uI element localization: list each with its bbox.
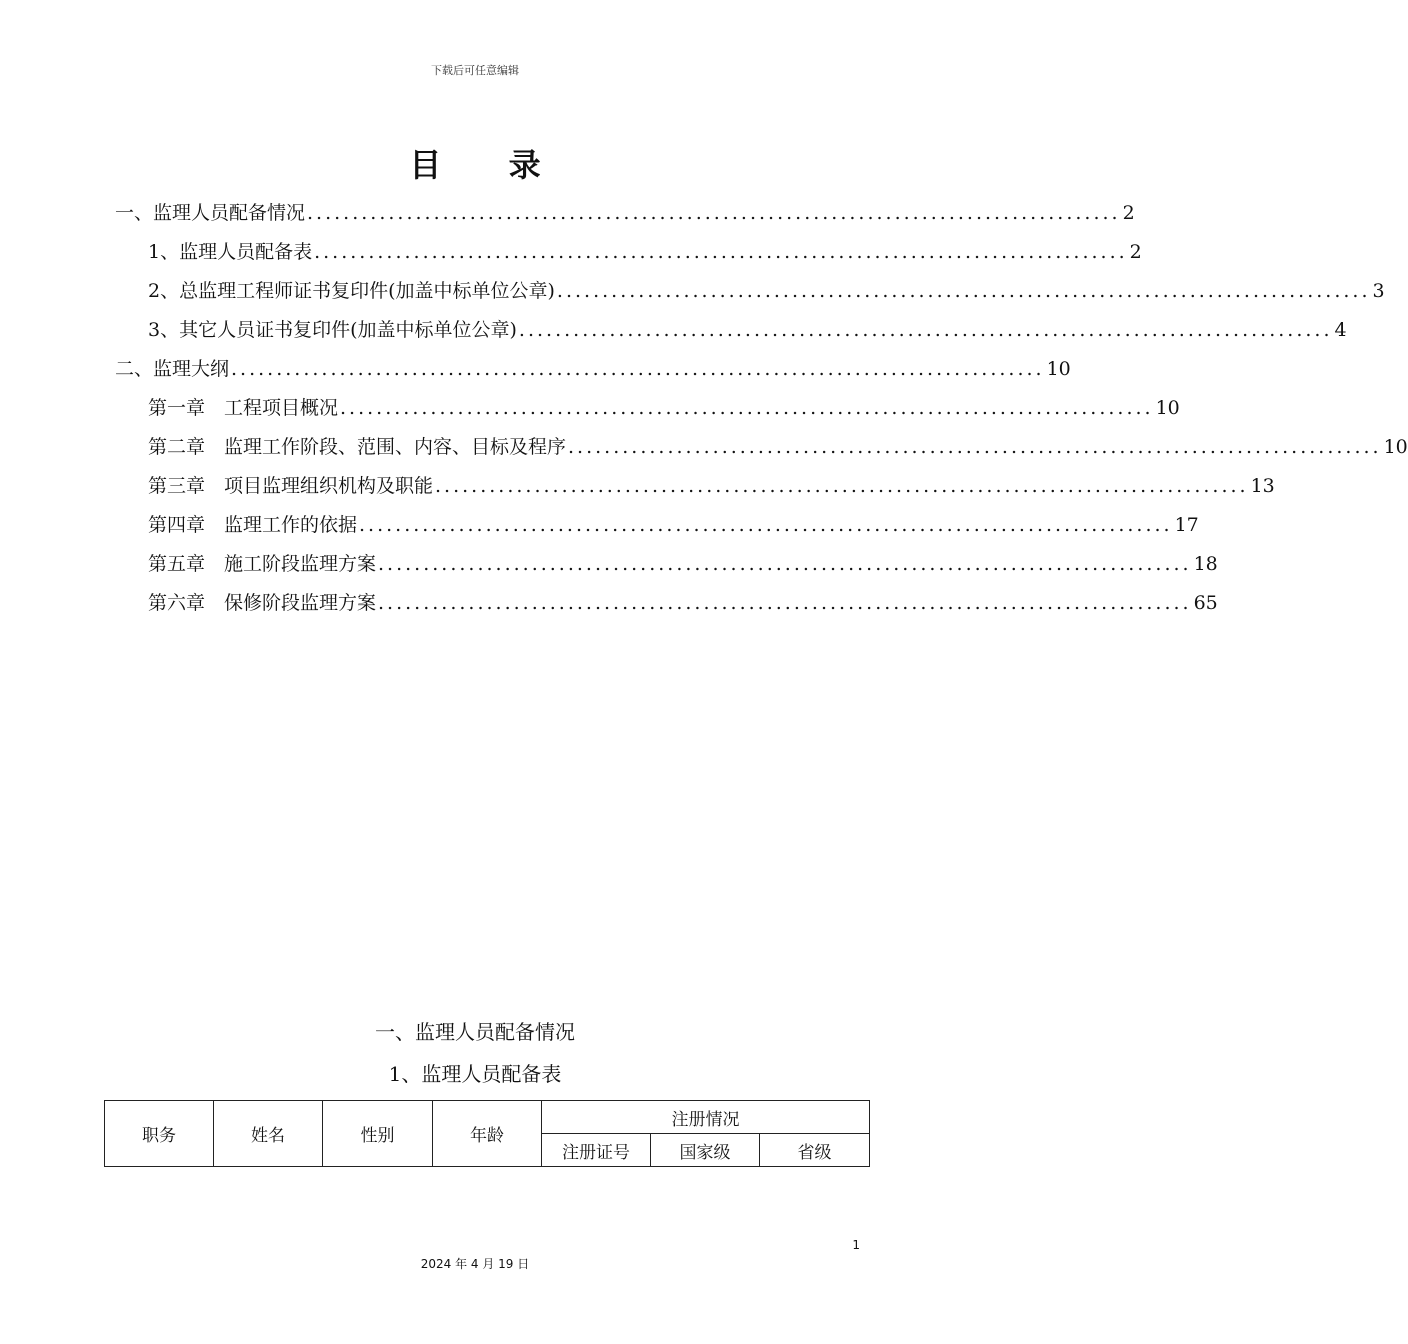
toc-entry[interactable]: [115, 198, 1135, 228]
toc-entry[interactable]: [148, 510, 1199, 540]
toc-entry-label: 第三章 项目监理组织机构及职能: [148, 475, 434, 497]
toc-entry-page: 17: [1174, 514, 1199, 536]
toc-leader-dots: ..........................................................................................: [314, 241, 1128, 263]
toc-leader-dots: ..........................................................................................: [231, 358, 1045, 380]
toc-entry[interactable]: [148, 237, 1142, 267]
col-header-age: 年龄: [433, 1101, 542, 1167]
toc-entry[interactable]: [148, 276, 1385, 306]
col-header-name: 姓名: [214, 1101, 323, 1167]
toc-entry-label: 第四章 监理工作的依据: [148, 514, 358, 536]
col-header-gender: 性别: [323, 1101, 433, 1167]
toc-leader-dots: ..........................................................................................: [556, 280, 1371, 302]
toc-entry-label: 1、监理人员配备表: [148, 241, 313, 263]
toc-entry-page: 10: [1155, 397, 1180, 419]
toc-entry-page: 18: [1193, 553, 1218, 575]
toc-entry-page: 10: [1046, 358, 1071, 380]
toc-entry-label: 第一章 工程项目概况: [148, 397, 339, 419]
toc-entry-page: 65: [1193, 592, 1218, 614]
toc-entry-page: 3: [1372, 280, 1385, 302]
toc-leader-dots: ..........................................................................................: [359, 514, 1173, 536]
toc-leader-dots: ..........................................................................................: [340, 397, 1154, 419]
section-subheading: 1、监理人员配备表: [388, 1062, 562, 1086]
toc-entry-label: 第二章 监理工作阶段、范围、内容、目标及程序: [148, 436, 567, 458]
toc-entry[interactable]: [148, 471, 1275, 501]
header-note: 下载后可任意编辑: [431, 64, 519, 77]
toc-leader-dots: ..........................................................................................: [518, 319, 1333, 341]
toc-entry-label: 二、监理大纲: [115, 358, 230, 380]
col-header-provincial: 省级: [760, 1134, 870, 1167]
toc-entry-page: 13: [1250, 475, 1275, 497]
toc-title: 目 录: [409, 146, 569, 184]
section-heading: 一、监理人员配备情况: [375, 1020, 575, 1044]
toc-entry-page: 4: [1334, 319, 1347, 341]
toc-entry-label: 3、其它人员证书复印件(加盖中标单位公章): [148, 319, 517, 341]
toc-leader-dots: ..........................................................................................: [378, 553, 1192, 575]
toc-entry[interactable]: [148, 432, 1408, 462]
page-number: 1: [852, 1238, 860, 1252]
toc-entry-label: 第五章 施工阶段监理方案: [148, 553, 377, 575]
toc-leader-dots: ..........................................................................................: [307, 202, 1121, 224]
toc-entry[interactable]: [148, 393, 1180, 423]
toc-entry-page: 2: [1129, 241, 1142, 263]
toc-entry-page: 10: [1383, 436, 1408, 458]
footer-date: 2024 年 4 月 19 日: [420, 1257, 530, 1271]
toc-leader-dots: ..........................................................................................: [568, 436, 1382, 458]
toc-entry-label: 第六章 保修阶段监理方案: [148, 592, 377, 614]
toc-leader-dots: ..........................................................................................: [378, 592, 1192, 614]
col-header-reg-no: 注册证号: [542, 1134, 651, 1167]
staff-table: [104, 1100, 870, 1167]
col-header-position: 职务: [105, 1101, 214, 1167]
toc-entry-label: 2、总监理工程师证书复印件(加盖中标单位公章): [148, 280, 555, 302]
toc-entry[interactable]: [148, 315, 1347, 345]
toc-entry-page: 2: [1122, 202, 1135, 224]
toc-entry-label: 一、监理人员配备情况: [115, 202, 306, 224]
col-header-registration: 注册情况: [542, 1101, 870, 1134]
col-header-national: 国家级: [651, 1134, 760, 1167]
toc-leader-dots: ..........................................................................................: [435, 475, 1249, 497]
toc-entry[interactable]: [148, 549, 1218, 579]
toc-entry[interactable]: [148, 588, 1218, 618]
toc-entry[interactable]: [115, 354, 1071, 384]
